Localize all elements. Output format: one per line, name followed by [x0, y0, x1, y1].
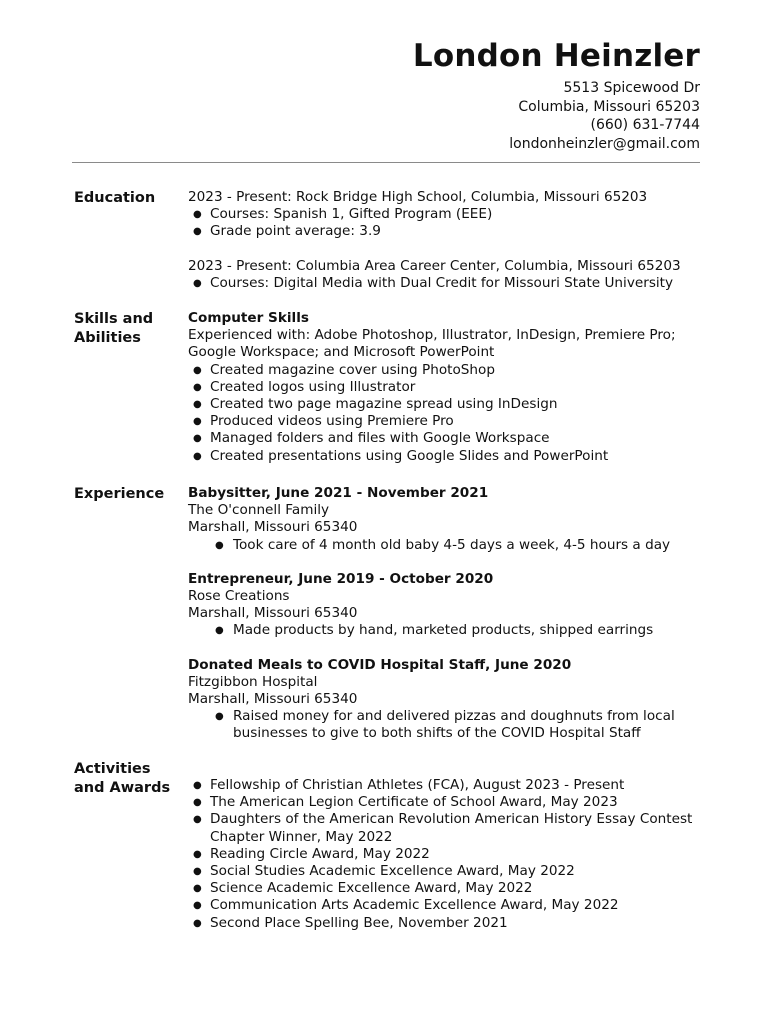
skills-description: Experienced with: Adobe Photoshop, Illustrator, InDesign, Premiere Pro; Google Workspace; and Microsoft PowerPoint: [188, 327, 676, 361]
job-title: Babysitter, June 2021 - November 2021: [188, 485, 489, 501]
education-title: Education: [74, 190, 156, 206]
job-location: Marshall, Missouri 65340: [188, 605, 358, 622]
list-item: ● The American Legion Certificate of School Award, May 2023: [188, 794, 704, 811]
list-item: ● Created logos using Illustrator: [188, 379, 704, 396]
job-entry: [188, 657, 704, 743]
list-item: ● Made products by hand, marketed products, shipped earrings: [188, 622, 704, 639]
job-title: Entrepreneur, June 2019 - October 2020: [188, 570, 494, 587]
education-entry: [188, 258, 704, 292]
list-item: ● Social Studies Academic Excellence Award, May 2022: [188, 863, 704, 880]
list-item: ● Fellowship of Christian Athletes (FCA), August 2023 - Present: [188, 777, 704, 794]
address-street: 5513 Spicewood Dr: [563, 80, 700, 96]
skills-bullet-list: [188, 362, 704, 465]
list-item: ● Managed folders and files with Google Workspace: [188, 430, 704, 447]
list-item: ● Created magazine cover using PhotoShop: [188, 362, 704, 379]
list-item: ● Science Academic Excellence Award, May 2022: [188, 880, 704, 897]
list-item: ● Reading Circle Award, May 2022: [188, 846, 704, 863]
list-item: ● Second Place Spelling Bee, November 2021: [188, 915, 704, 932]
job-location: Marshall, Missouri 65340: [188, 691, 358, 708]
list-item: ● Daughters of the American Revolution American History Essay Contest Chapter Winner, May 2022: [188, 811, 704, 845]
list-item: ● Courses: Digital Media with Dual Credit for Missouri State University: [188, 275, 704, 292]
education-bullet-list: [188, 275, 704, 292]
education-heading: 2023 - Present: Rock Bridge High School, Columbia, Missouri 65203: [188, 189, 648, 205]
address-city: Columbia, Missouri 65203: [518, 98, 700, 115]
job-title: Donated Meals to COVID Hospital Staff, June 2020: [188, 656, 572, 673]
list-item: ● Communication Arts Academic Excellence Award, May 2022: [188, 897, 704, 914]
education-bullet-list: [188, 206, 704, 240]
education-entry: [188, 189, 704, 241]
activities-body: [188, 777, 704, 932]
job-entry: [188, 571, 704, 640]
job-entry: [188, 485, 704, 554]
job-bullet-list: [188, 708, 704, 742]
applicant-name: London Heinzler: [412, 38, 700, 74]
list-item: ● Produced videos using Premiere Pro: [188, 413, 704, 430]
list-item: ● Took care of 4 month old baby 4-5 days a week, 4-5 hours a day: [188, 537, 704, 554]
job-bullet-list: [188, 537, 704, 554]
activities-bullet-list: [188, 777, 704, 932]
phone-number: (660) 631-7744: [590, 117, 700, 133]
experience-title: Experience: [74, 486, 165, 502]
list-item: ● Courses: Spanish 1, Gifted Program (EEE): [188, 206, 704, 223]
list-item: ● Created presentations using Google Slides and PowerPoint: [188, 448, 704, 465]
email-address: londonheinzler@gmail.com: [509, 135, 700, 152]
education-body: [188, 189, 704, 292]
list-item: ● Created two page magazine spread using InDesign: [188, 396, 704, 413]
skills-subheading: Computer Skills: [188, 310, 309, 326]
job-organization: Rose Creations: [188, 588, 290, 605]
job-location: Marshall, Missouri 65340: [188, 519, 358, 536]
skills-title: Skills and Abilities: [74, 311, 154, 346]
job-organization: Fitzgibbon Hospital: [188, 673, 318, 690]
header-divider: [72, 162, 700, 163]
experience-body: [188, 485, 704, 743]
resume-header: [413, 36, 700, 153]
skills-body: [188, 310, 704, 465]
activities-title: Activities and Awards: [74, 761, 171, 796]
education-heading: 2023 - Present: Columbia Area Career Center, Columbia, Missouri 65203: [188, 257, 681, 274]
job-bullet-list: [188, 622, 704, 639]
list-item: ● Raised money for and delivered pizzas and doughnuts from local businesses to give to both shifts of the COVID Hospital Staff: [188, 708, 704, 742]
list-item: ● Grade point average: 3.9: [188, 223, 704, 240]
job-organization: The O'connell Family: [188, 502, 330, 519]
